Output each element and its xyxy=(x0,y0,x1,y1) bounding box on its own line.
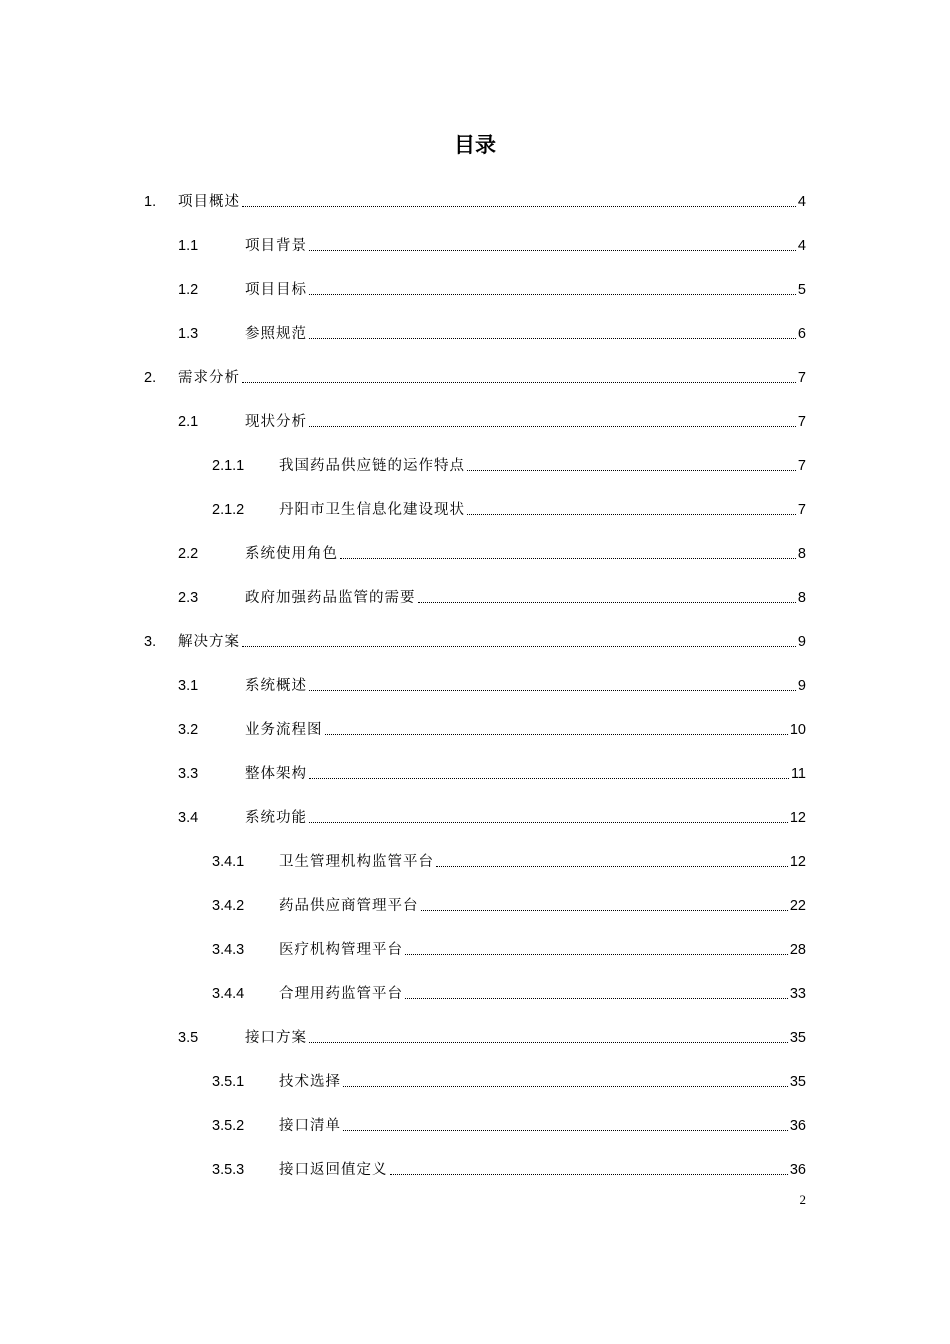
toc-entry-page: 28 xyxy=(789,942,806,958)
toc-entry-number: 3.4.4 xyxy=(212,986,245,1002)
toc-entry-number: 3.4 xyxy=(178,810,199,826)
toc-dot-leader xyxy=(242,381,796,383)
toc-entry-page: 6 xyxy=(797,326,806,342)
toc-entry-number: 2.1.1 xyxy=(212,458,245,474)
toc-entry-title[interactable]: 丹阳市卫生信息化建设现状 xyxy=(279,502,465,518)
toc-dot-leader xyxy=(325,733,788,735)
toc-entry-page: 9 xyxy=(797,678,806,694)
toc-entry-number: 3. xyxy=(144,634,157,650)
toc-entry-page: 7 xyxy=(797,458,806,474)
toc-entry-number: 1.3 xyxy=(178,326,199,342)
toc-entry-number: 1.2 xyxy=(178,282,199,298)
toc-entry-number: 3.5.3 xyxy=(212,1162,245,1178)
toc-entry-title[interactable]: 项目背景 xyxy=(245,238,307,254)
toc-entry[interactable] xyxy=(178,276,806,300)
toc-entry-number: 3.2 xyxy=(178,722,199,738)
toc-dot-leader xyxy=(242,645,796,647)
toc-dot-leader xyxy=(309,1041,788,1043)
toc-entry-title[interactable]: 药品供应商管理平台 xyxy=(279,898,419,914)
toc-entry[interactable] xyxy=(144,364,806,388)
toc-entry-title[interactable]: 整体架构 xyxy=(245,766,307,782)
toc-entry-title[interactable]: 系统概述 xyxy=(245,678,307,694)
toc-entry[interactable] xyxy=(212,936,806,960)
toc-dot-leader xyxy=(390,1173,788,1175)
toc-dot-leader xyxy=(467,469,796,471)
toc-entry[interactable] xyxy=(178,540,806,564)
toc-entry-title[interactable]: 接口返回值定义 xyxy=(279,1162,388,1178)
toc-entry-number: 3.5.2 xyxy=(212,1118,245,1134)
toc-entry-page: 7 xyxy=(797,502,806,518)
toc-entry[interactable] xyxy=(178,716,806,740)
toc-entry-title[interactable]: 系统功能 xyxy=(245,810,307,826)
toc-entry-title[interactable]: 政府加强药品监管的需要 xyxy=(245,590,416,606)
toc-entry-number: 2.3 xyxy=(178,590,199,606)
toc-entry-page: 4 xyxy=(797,194,806,210)
toc-dot-leader xyxy=(340,557,796,559)
toc-dot-leader xyxy=(418,601,796,603)
toc-entry[interactable] xyxy=(144,188,806,212)
toc-entry-page: 7 xyxy=(797,370,806,386)
toc-entry-title[interactable]: 现状分析 xyxy=(245,414,307,430)
toc-entry-title[interactable]: 项目概述 xyxy=(178,194,240,210)
toc-entry[interactable] xyxy=(178,584,806,608)
toc-entry-page: 10 xyxy=(789,722,806,738)
toc-entry-page: 9 xyxy=(797,634,806,650)
toc-entry[interactable] xyxy=(212,980,806,1004)
toc-entry-title[interactable]: 卫生管理机构监管平台 xyxy=(279,854,434,870)
toc-entry-title[interactable]: 系统使用角色 xyxy=(245,546,338,562)
toc-entry[interactable] xyxy=(144,628,806,652)
toc-entry-page: 12 xyxy=(789,854,806,870)
toc-dot-leader xyxy=(309,777,789,779)
toc-entry-page: 12 xyxy=(789,810,806,826)
toc-entry-number: 3.4.1 xyxy=(212,854,245,870)
toc-entry-title[interactable]: 技术选择 xyxy=(279,1074,341,1090)
toc-entry-page: 5 xyxy=(797,282,806,298)
toc-entry[interactable] xyxy=(178,760,806,784)
toc-entry-number: 3.1 xyxy=(178,678,199,694)
toc-entry-page: 35 xyxy=(789,1030,806,1046)
toc-dot-leader xyxy=(242,205,796,207)
toc-dot-leader xyxy=(309,249,796,251)
toc-entry-page: 8 xyxy=(797,590,806,606)
page-number: 2 xyxy=(799,1192,806,1207)
toc-entry-title[interactable]: 项目目标 xyxy=(245,282,307,298)
toc-entry-page: 36 xyxy=(789,1118,806,1134)
toc-entry-number: 2.2 xyxy=(178,546,199,562)
toc-entry-number: 1.1 xyxy=(178,238,199,254)
toc-entry-title[interactable]: 接口方案 xyxy=(245,1030,307,1046)
toc-entry-title[interactable]: 我国药品供应链的运作特点 xyxy=(279,458,465,474)
toc-dot-leader xyxy=(421,909,788,911)
toc-entry-page: 4 xyxy=(797,238,806,254)
toc-dot-leader xyxy=(309,293,796,295)
toc-entry-number: 3.4.2 xyxy=(212,898,245,914)
toc-entry[interactable] xyxy=(178,804,806,828)
toc-entry-page: 8 xyxy=(797,546,806,562)
toc-entry[interactable] xyxy=(178,1024,806,1048)
toc-dot-leader xyxy=(436,865,788,867)
toc-entry-page: 22 xyxy=(789,898,806,914)
toc-entry-number: 2. xyxy=(144,370,157,386)
toc-dot-leader xyxy=(309,337,796,339)
toc-dot-leader xyxy=(343,1085,788,1087)
toc-entry-title[interactable]: 合理用药监管平台 xyxy=(279,986,403,1002)
toc-entry[interactable] xyxy=(212,892,806,916)
toc-entry-number: 3.3 xyxy=(178,766,199,782)
toc-entry[interactable] xyxy=(212,496,806,520)
toc-dot-leader xyxy=(309,821,788,823)
toc-entry-page: 36 xyxy=(789,1162,806,1178)
toc-entry-number: 1. xyxy=(144,194,157,210)
toc-entry-page: 35 xyxy=(789,1074,806,1090)
toc-entry-title[interactable]: 医疗机构管理平台 xyxy=(279,942,403,958)
toc-entry[interactable] xyxy=(212,848,806,872)
toc-entry[interactable] xyxy=(178,232,806,256)
toc-dot-leader xyxy=(405,997,788,999)
toc-entry-page: 11 xyxy=(790,766,806,782)
toc-entry-title[interactable]: 接口清单 xyxy=(279,1118,341,1134)
toc-entry[interactable] xyxy=(212,1156,806,1180)
toc-dot-leader xyxy=(467,513,796,515)
toc-entry[interactable] xyxy=(212,452,806,476)
toc-entry[interactable] xyxy=(212,1112,806,1136)
toc-entry-page: 33 xyxy=(789,986,806,1002)
toc-entry[interactable] xyxy=(178,408,806,432)
toc-entry-title[interactable]: 解决方案 xyxy=(178,634,240,650)
toc-entry-number: 2.1 xyxy=(178,414,199,430)
toc-entry-number: 2.1.2 xyxy=(212,502,245,518)
toc-entry-title[interactable]: 参照规范 xyxy=(245,326,307,342)
toc-entry[interactable] xyxy=(178,672,806,696)
toc-entry[interactable] xyxy=(178,320,806,344)
toc-entry-page: 7 xyxy=(797,414,806,430)
toc-entry[interactable] xyxy=(212,1068,806,1092)
toc-entry-number: 3.4.3 xyxy=(212,942,245,958)
toc-dot-leader xyxy=(405,953,788,955)
toc-dot-leader xyxy=(309,425,796,427)
toc-dot-leader xyxy=(309,689,796,691)
toc-entry-number: 3.5 xyxy=(178,1030,199,1046)
toc-dot-leader xyxy=(343,1129,788,1131)
toc-title: 目录 xyxy=(454,133,496,157)
toc-entry-title[interactable]: 需求分析 xyxy=(178,370,240,386)
toc-entry-number: 3.5.1 xyxy=(212,1074,245,1090)
toc-entry-title[interactable]: 业务流程图 xyxy=(245,722,323,738)
